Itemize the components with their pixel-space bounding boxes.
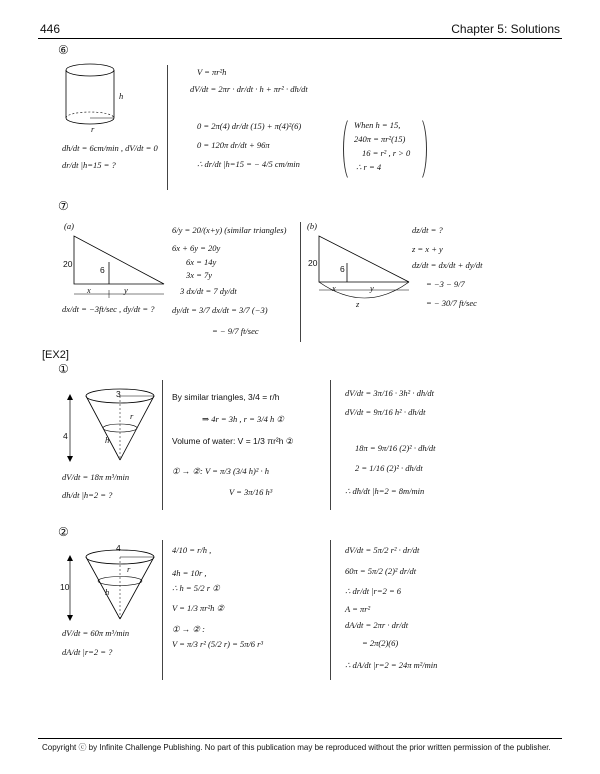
p6-divider xyxy=(167,65,168,190)
p7a-line4: 3x = 7y xyxy=(186,270,213,280)
ex2-1-r5: ∴ dh/dt |h=2 = 8m/min xyxy=(345,486,425,496)
cone1-h: h xyxy=(105,435,110,445)
ex2-title: [EX2] xyxy=(42,349,69,361)
ex2-1-c5: V = 3π/16 h³ xyxy=(229,487,273,497)
ex2-2-r1: dV/dt = 5π/2 r² · dr/dt xyxy=(345,545,420,555)
cylinder-figure xyxy=(55,60,145,140)
p6-line2: dV/dt = 2πr · dr/dt · h + πr² · dh/dt xyxy=(190,84,308,94)
footer-rule xyxy=(38,738,562,739)
p7a-line2: 6x + 6y = 20y xyxy=(172,243,221,253)
header-rule xyxy=(38,38,562,39)
p7a-6: 6 xyxy=(100,265,105,275)
p6-box4: ∴ r = 4 xyxy=(356,162,382,172)
ex2-2-divider-right xyxy=(330,540,331,680)
p7a-line7: = − 9/7 ft/sec xyxy=(212,326,259,336)
ex2-problem-1-marker: ① xyxy=(58,362,69,376)
p6-box3: 16 = r² , r > 0 xyxy=(362,148,411,158)
ex2-2-c1: 4/10 = r/h , xyxy=(172,545,212,555)
ex2-2-c2: 4h = 10r , xyxy=(172,568,207,578)
ex2-2-r5: dA/dt = 2πr · dr/dt xyxy=(345,620,409,630)
ex2-1-c3: Volume of water: V = 1/3 πr²h ② xyxy=(172,436,294,446)
p6-line4: 0 = 120π dr/dt + 96π xyxy=(197,140,270,150)
ex2-2-given: dV/dt = 60π m³/min xyxy=(62,628,130,638)
p6-box2: 240π = πr²(15) xyxy=(354,134,406,144)
cylinder-r-label: r xyxy=(91,124,95,134)
ex2-1-r2: dV/dt = 9π/16 h² · dh/dt xyxy=(345,407,426,417)
p6-line5: ∴ dr/dt |h=15 = − 4/5 cm/min xyxy=(197,159,300,169)
p7b-x: x xyxy=(332,283,336,293)
ex2-2-c5: ① → ② : xyxy=(172,624,205,634)
ex2-2-find: dA/dt |r=2 = ? xyxy=(62,647,113,657)
ex2-2-r7: ∴ dA/dt |r=2 = 24π m²/min xyxy=(345,660,438,670)
cylinder-h-label: h xyxy=(119,91,124,101)
cone-figure-2 xyxy=(60,543,170,628)
p7-divider xyxy=(300,222,301,342)
cone-figure-1 xyxy=(60,380,170,470)
p7b-z: z xyxy=(356,299,360,309)
p7b-line3: dz/dt = dx/dt + dy/dt xyxy=(412,260,483,270)
ex2-1-r3: 18π = 9π/16 (2)² · dh/dt xyxy=(355,443,436,453)
p7a-given: dx/dt = −3ft/sec , dy/dt = ? xyxy=(62,304,155,314)
chapter-title: Chapter 5: Solutions xyxy=(451,22,560,36)
p6-box1: When h = 15, xyxy=(354,120,401,130)
p7a-y: y xyxy=(124,285,128,295)
shadow-triangle-b xyxy=(305,230,415,310)
ex2-2-c6: V = π/3 r² (5/2 r) = 5π/6 r³ xyxy=(172,639,264,649)
ex2-2-r3: ∴ dr/dt |r=2 = 6 xyxy=(345,586,402,596)
cone2-4: 4 xyxy=(116,543,121,553)
p6-find: dr/dt |h=15 = ? xyxy=(62,160,116,170)
copyright-footer: Copyright ⓒ by Infinite Challenge Publishing. No part of this publication may be reproduced without the prior written permission of the publisher. xyxy=(42,743,551,752)
ex2-2-r6: = 2π(2)(6) xyxy=(362,638,399,648)
p7a-line5: 3 dx/dt = 7 dy/dt xyxy=(180,286,237,296)
p7b-line1: dz/dt = ? xyxy=(412,225,443,235)
cone2-10: 10 xyxy=(60,582,70,592)
ex2-1-c2: ⇒ 4r = 3h , r = 3/4 h ① xyxy=(202,414,284,424)
ex2-2-divider-left xyxy=(162,540,163,680)
ex2-2-c3: ∴ h = 5/2 r ① xyxy=(172,583,220,593)
ex2-1-given: dV/dt = 18π m³/min xyxy=(62,472,130,482)
cone2-r: r xyxy=(127,564,131,574)
p7b-line5: = − 30/7 ft/sec xyxy=(426,298,477,308)
ex2-1-divider-left xyxy=(162,380,163,510)
ex2-1-find: dh/dt |h=2 = ? xyxy=(62,490,113,500)
p7a-line1: 6/y = 20/(x+y) (similar triangles) xyxy=(172,225,287,235)
p7b-20: 20 xyxy=(308,258,318,268)
p7b-label: (b) xyxy=(307,221,317,231)
ex2-2-r2: 60π = 5π/2 (2)² dr/dt xyxy=(345,566,417,576)
ex2-1-divider-right xyxy=(330,380,331,510)
p7b-y: y xyxy=(370,283,374,293)
ex2-problem-2-marker: ② xyxy=(58,525,69,539)
problem-7-marker: ⑦ xyxy=(58,199,69,213)
ex2-1-r4: 2 = 1/16 (2)² · dh/dt xyxy=(355,463,423,473)
p7a-line3: 6x = 14y xyxy=(186,257,217,267)
ex2-2-c4: V = 1/3 πr²h ② xyxy=(172,603,225,613)
problem-6-marker: ⑥ xyxy=(58,43,69,57)
p6-line3: 0 = 2π(4) dr/dt (15) + π(4)²(6) xyxy=(197,121,302,131)
p6-given: dh/dt = 6cm/min , dV/dt = 0 xyxy=(62,143,158,153)
p7a-line6: dy/dt = 3/7 dx/dt = 3/7 (−3) xyxy=(172,305,268,315)
p7b-6: 6 xyxy=(340,264,345,274)
ex2-1-c1: By similar triangles, 3/4 = r/h xyxy=(172,392,280,402)
cone2-h: h xyxy=(105,587,110,597)
p7a-x: x xyxy=(87,285,91,295)
p6-line1: V = πr²h xyxy=(197,67,227,77)
p7b-line4: = −3 − 9/7 xyxy=(426,279,465,289)
ex2-1-r1: dV/dt = 3π/16 · 3h² · dh/dt xyxy=(345,388,435,398)
p7a-20: 20 xyxy=(63,259,73,269)
ex2-1-c4: ① → ②: V = π/3 (3/4 h)² · h xyxy=(172,466,270,476)
page-number: 446 xyxy=(40,22,61,36)
p7b-line2: z = x + y xyxy=(412,244,443,254)
cone1-3: 3 xyxy=(116,389,121,399)
ex2-2-r4: A = πr² xyxy=(345,604,371,614)
shadow-triangle-a xyxy=(60,230,170,300)
p7a-label: (a) xyxy=(64,221,74,231)
cone1-r: r xyxy=(130,411,134,421)
cone1-4: 4 xyxy=(63,431,68,441)
